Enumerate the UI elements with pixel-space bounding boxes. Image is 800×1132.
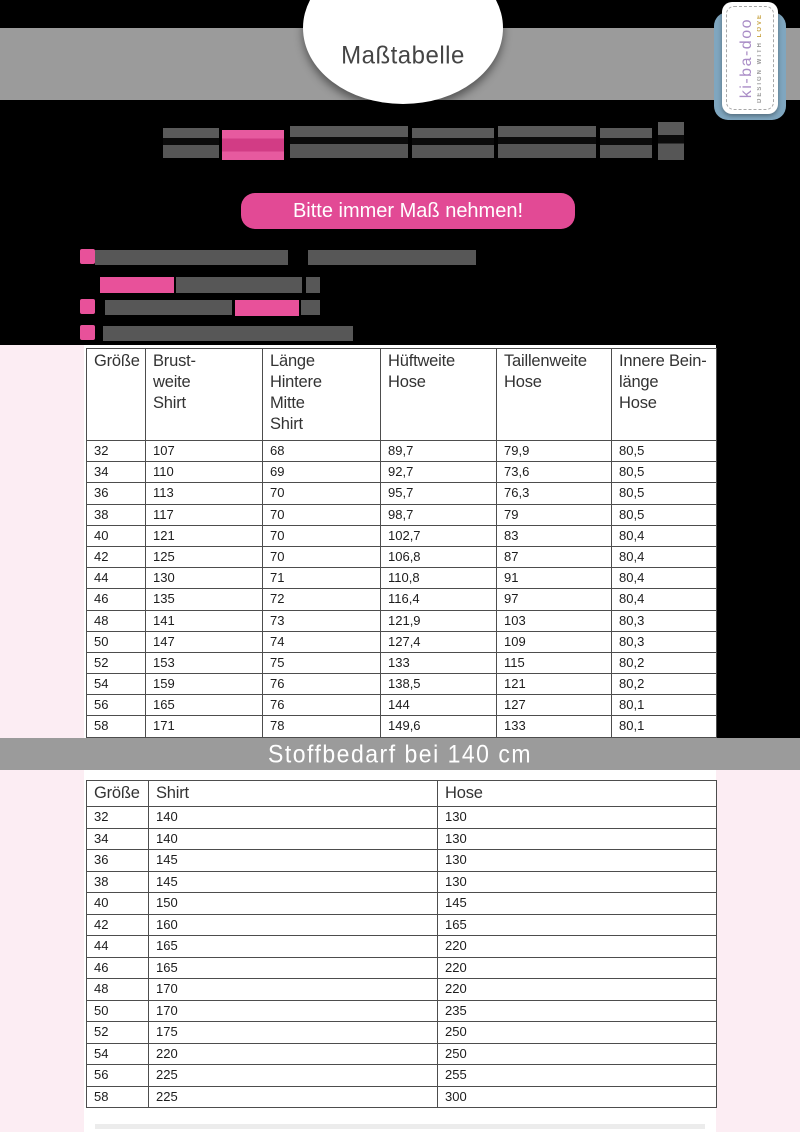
table-cell: 145 — [149, 871, 438, 893]
table-cell: 46 — [87, 957, 149, 979]
table-cell: 73 — [263, 610, 381, 631]
table-cell: 80,3 — [612, 610, 717, 631]
table-row — [87, 1022, 717, 1044]
size-table-body — [87, 441, 717, 738]
table-cell: 97 — [497, 589, 612, 610]
table-cell: 80,1 — [612, 695, 717, 716]
table-row — [87, 850, 717, 872]
right-black-margin — [716, 345, 800, 738]
note-redaction-bar — [105, 300, 232, 315]
table-cell: 80,5 — [612, 441, 717, 462]
table-cell: 250 — [438, 1022, 717, 1044]
table-cell: 48 — [87, 610, 146, 631]
table-cell: 220 — [149, 1043, 438, 1065]
table-cell: 130 — [438, 871, 717, 893]
table-cell: 141 — [146, 610, 263, 631]
fabric-table-header — [87, 781, 717, 807]
table-cell: 76,3 — [497, 483, 612, 504]
table-cell: 80,4 — [612, 546, 717, 567]
headline-redaction-fragment — [412, 128, 494, 158]
table-row — [87, 568, 717, 589]
table-cell: 87 — [497, 546, 612, 567]
column-header: Innere Bein- länge Hose — [612, 349, 717, 441]
table-cell: 50 — [87, 631, 146, 652]
table-cell: 95,7 — [381, 483, 497, 504]
table-cell: 42 — [87, 914, 149, 936]
table-cell: 171 — [146, 716, 263, 737]
table-cell: 80,2 — [612, 652, 717, 673]
table-cell: 80,5 — [612, 504, 717, 525]
table-cell: 138,5 — [381, 674, 497, 695]
note-redaction-bar — [235, 300, 299, 316]
table-row — [87, 610, 717, 631]
table-row — [87, 1000, 717, 1022]
table-row — [87, 807, 717, 829]
note-redaction-bar — [103, 326, 353, 341]
table-cell: 160 — [149, 914, 438, 936]
list-bullet — [80, 299, 95, 314]
table-row — [87, 483, 717, 504]
table-cell: 300 — [438, 1086, 717, 1108]
table-row — [87, 525, 717, 546]
fabric-band-title: Stoffbedarf bei 140 cm — [268, 739, 532, 768]
table-cell: 127,4 — [381, 631, 497, 652]
column-header: Shirt — [149, 781, 438, 807]
table-row — [87, 1043, 717, 1065]
table-row — [87, 589, 717, 610]
header-row — [87, 781, 717, 807]
table-row — [87, 1086, 717, 1108]
table-cell: 165 — [149, 936, 438, 958]
column-header: Hüftweite Hose — [381, 349, 497, 441]
measure-note-button[interactable]: Bitte immer Maß nehmen! — [241, 193, 575, 229]
table-cell: 145 — [149, 850, 438, 872]
note-redaction-bar — [100, 277, 174, 293]
table-cell: 165 — [438, 914, 717, 936]
table-cell: 110 — [146, 462, 263, 483]
table-cell: 36 — [87, 850, 149, 872]
table-cell: 149,6 — [381, 716, 497, 737]
table-cell: 80,4 — [612, 589, 717, 610]
table-cell: 107 — [146, 441, 263, 462]
table-cell: 130 — [438, 850, 717, 872]
table-cell: 127 — [497, 695, 612, 716]
brand-name: ki-ba-doo — [737, 17, 755, 99]
table-cell: 40 — [87, 525, 146, 546]
note-redaction-bar — [301, 300, 320, 315]
table-cell: 133 — [497, 716, 612, 737]
fabric-table-body — [87, 807, 717, 1108]
table-cell: 52 — [87, 1022, 149, 1044]
table-cell: 144 — [381, 695, 497, 716]
table-cell: 56 — [87, 695, 146, 716]
header-row — [87, 349, 717, 441]
table-row — [87, 957, 717, 979]
table-cell: 36 — [87, 483, 146, 504]
column-header: Länge Hintere Mitte Shirt — [263, 349, 381, 441]
table-cell: 80,2 — [612, 674, 717, 695]
table-cell: 106,8 — [381, 546, 497, 567]
table-cell: 133 — [381, 652, 497, 673]
list-bullet — [80, 249, 95, 264]
table-cell: 71 — [263, 568, 381, 589]
column-header: Größe — [87, 781, 149, 807]
table-cell: 79 — [497, 504, 612, 525]
table-row — [87, 936, 717, 958]
headline-redaction-fragment — [290, 126, 408, 158]
table-row — [87, 1065, 717, 1087]
table-cell: 58 — [87, 1086, 149, 1108]
table-row — [87, 914, 717, 936]
table-cell: 32 — [87, 807, 149, 829]
table-cell: 225 — [149, 1086, 438, 1108]
table-cell: 145 — [438, 893, 717, 915]
table-cell: 80,4 — [612, 568, 717, 589]
table-cell: 220 — [438, 957, 717, 979]
table-cell: 80,4 — [612, 525, 717, 546]
table-cell: 121,9 — [381, 610, 497, 631]
table-row — [87, 695, 717, 716]
table-row — [87, 504, 717, 525]
table-cell: 175 — [149, 1022, 438, 1044]
list-bullet — [80, 325, 95, 340]
table-cell: 89,7 — [381, 441, 497, 462]
table-cell: 54 — [87, 674, 146, 695]
table-cell: 110,8 — [381, 568, 497, 589]
table-row — [87, 828, 717, 850]
fabric-table — [86, 780, 717, 1108]
fabric-table-section — [86, 780, 716, 1108]
note-redaction-bar — [308, 250, 476, 265]
table-row — [87, 441, 717, 462]
table-row — [87, 546, 717, 567]
brand-tagline-accent: LOVE — [756, 12, 763, 38]
table-cell: 130 — [438, 807, 717, 829]
table-cell: 40 — [87, 893, 149, 915]
table-cell: 80,1 — [612, 716, 717, 737]
size-table-header — [87, 349, 717, 441]
table-cell: 115 — [497, 652, 612, 673]
table-cell: 135 — [146, 589, 263, 610]
table-cell: 92,7 — [381, 462, 497, 483]
headline-redaction-fragment — [658, 122, 684, 160]
table-cell: 44 — [87, 568, 146, 589]
brand-stamp — [722, 2, 778, 114]
table-cell: 130 — [438, 828, 717, 850]
table-cell: 78 — [263, 716, 381, 737]
table-cell: 80,5 — [612, 462, 717, 483]
size-table — [86, 348, 717, 738]
table-cell: 121 — [146, 525, 263, 546]
note-redaction-bar — [95, 250, 288, 265]
table-cell: 80,3 — [612, 631, 717, 652]
table-row — [87, 716, 717, 737]
table-cell: 48 — [87, 979, 149, 1001]
size-table-section — [86, 348, 716, 738]
table-cell: 165 — [146, 695, 263, 716]
table-cell: 159 — [146, 674, 263, 695]
table-cell: 44 — [87, 936, 149, 958]
table-cell: 113 — [146, 483, 263, 504]
column-header: Taillenweite Hose — [497, 349, 612, 441]
fabric-band — [0, 738, 800, 770]
headline-redaction-fragment — [222, 130, 284, 160]
headline-redaction-fragment — [163, 128, 219, 158]
table-cell: 150 — [149, 893, 438, 915]
table-cell: 38 — [87, 504, 146, 525]
table-cell: 250 — [438, 1043, 717, 1065]
table-row — [87, 893, 717, 915]
column-header: Brust- weite Shirt — [146, 349, 263, 441]
note-redaction-bar — [306, 277, 320, 293]
table-cell: 255 — [438, 1065, 717, 1087]
table-row — [87, 871, 717, 893]
table-cell: 80,5 — [612, 483, 717, 504]
table-cell: 103 — [497, 610, 612, 631]
table-cell: 70 — [263, 525, 381, 546]
table-cell: 69 — [263, 462, 381, 483]
table-cell: 91 — [497, 568, 612, 589]
table-cell: 38 — [87, 871, 149, 893]
table-cell: 98,7 — [381, 504, 497, 525]
table-cell: 73,6 — [497, 462, 612, 483]
table-cell: 220 — [438, 936, 717, 958]
table-row — [87, 674, 717, 695]
table-cell: 74 — [263, 631, 381, 652]
table-cell: 165 — [149, 957, 438, 979]
table-cell: 56 — [87, 1065, 149, 1087]
table-cell: 140 — [149, 828, 438, 850]
table-cell: 83 — [497, 525, 612, 546]
table-cell: 58 — [87, 716, 146, 737]
table-row — [87, 652, 717, 673]
page-title: Maßtabelle — [341, 41, 465, 70]
table-cell: 46 — [87, 589, 146, 610]
table-cell: 109 — [497, 631, 612, 652]
table-cell: 117 — [146, 504, 263, 525]
table-cell: 76 — [263, 674, 381, 695]
table-row — [87, 979, 717, 1001]
table-cell: 32 — [87, 441, 146, 462]
table-row — [87, 462, 717, 483]
footer-rule — [95, 1124, 705, 1129]
table-cell: 235 — [438, 1000, 717, 1022]
table-cell: 50 — [87, 1000, 149, 1022]
table-cell: 75 — [263, 652, 381, 673]
headline-redaction-fragment — [600, 128, 652, 158]
table-cell: 79,9 — [497, 441, 612, 462]
headline-redaction-fragment — [498, 126, 596, 158]
column-header: Größe — [87, 349, 146, 441]
table-cell: 220 — [438, 979, 717, 1001]
table-cell: 125 — [146, 546, 263, 567]
table-cell: 54 — [87, 1043, 149, 1065]
table-cell: 76 — [263, 695, 381, 716]
table-cell: 153 — [146, 652, 263, 673]
table-cell: 130 — [146, 568, 263, 589]
table-cell: 116,4 — [381, 589, 497, 610]
table-cell: 70 — [263, 483, 381, 504]
table-cell: 70 — [263, 546, 381, 567]
table-cell: 34 — [87, 462, 146, 483]
table-row — [87, 631, 717, 652]
brand-tagline: DESIGN WITH LOVE — [756, 12, 763, 103]
table-cell: 102,7 — [381, 525, 497, 546]
note-redaction-bar — [176, 277, 302, 293]
table-cell: 72 — [263, 589, 381, 610]
table-cell: 170 — [149, 979, 438, 1001]
table-cell: 121 — [497, 674, 612, 695]
column-header: Hose — [438, 781, 717, 807]
table-cell: 34 — [87, 828, 149, 850]
table-cell: 42 — [87, 546, 146, 567]
table-cell: 147 — [146, 631, 263, 652]
table-cell: 70 — [263, 504, 381, 525]
table-cell: 140 — [149, 807, 438, 829]
table-cell: 68 — [263, 441, 381, 462]
table-cell: 52 — [87, 652, 146, 673]
table-cell: 170 — [149, 1000, 438, 1022]
table-cell: 225 — [149, 1065, 438, 1087]
